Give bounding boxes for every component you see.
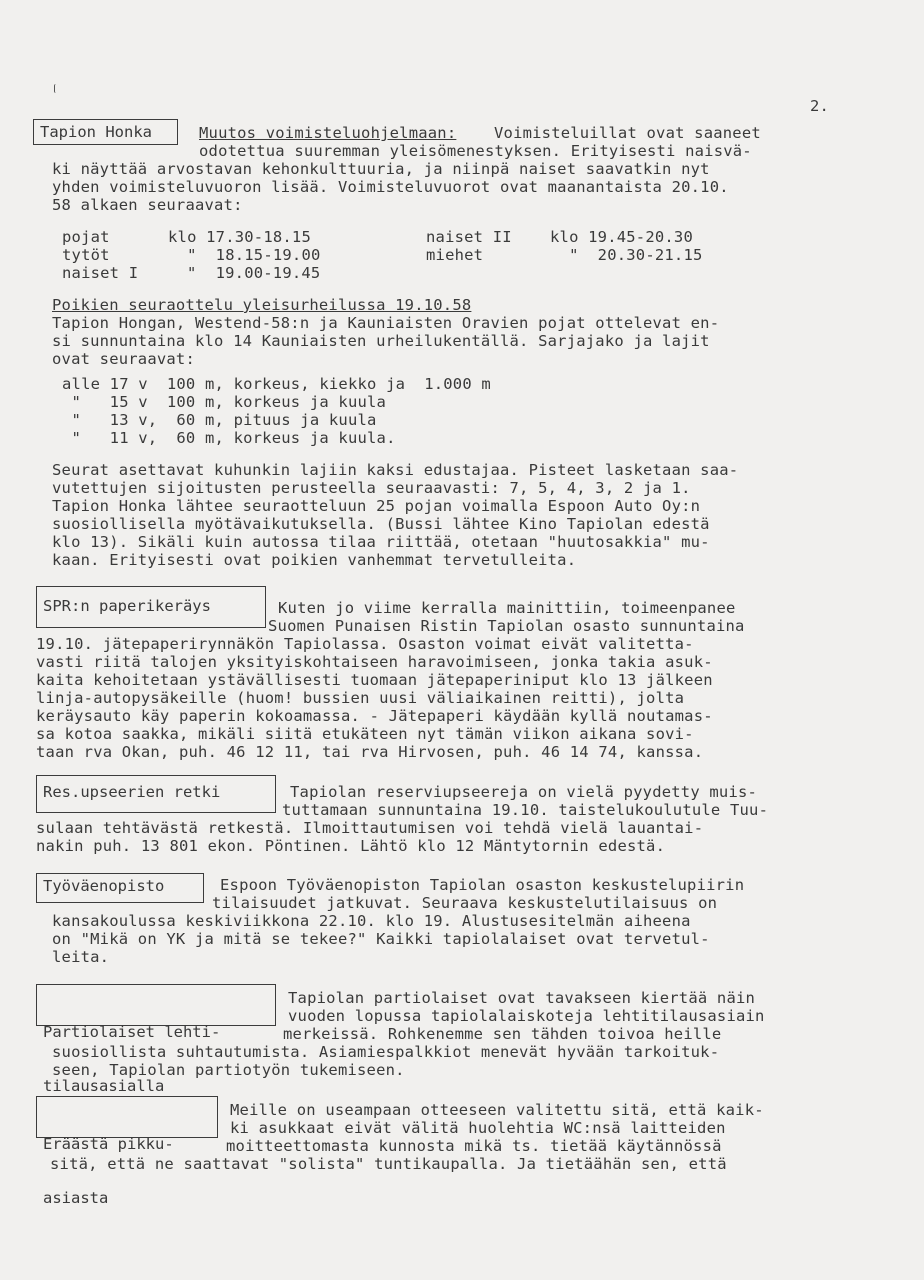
- schedule-time: " 18.15-19.00: [168, 246, 321, 264]
- voimistelu-line-3: ki näyttää arvostavan kehonkulttuuria, ja niinpä naiset saavatkin nyt: [52, 160, 710, 178]
- poikien-after-4: suosiollisella myötävaikutuksella. (Bussi lähtee Kino Tapiolan edestä: [52, 515, 710, 533]
- poikien-line-3: ovat seuraavat:: [52, 350, 195, 368]
- tyovaenopisto-line-5: leita.: [52, 948, 110, 966]
- paper-mark: [54, 84, 58, 93]
- series-row: alle 17 v 100 m, korkeus, kiekko ja 1.000 m: [62, 375, 491, 393]
- section-label-tyovaenopisto: Työväenopisto: [36, 873, 204, 903]
- poikien-after-5: klo 13). Sikäli kuin autossa tilaa riittää, otetaan "huutosakkia" mu-: [52, 533, 710, 551]
- res-line-3: sulaan tehtävästä retkestä. Ilmoittautumisen voi tehdä vielä lauantai-: [36, 819, 704, 837]
- schedule-group: pojat: [62, 228, 110, 246]
- res-line-1: Tapiolan reserviupseereja on vielä pyydetty muis-: [290, 783, 758, 801]
- partio-label-line-1: Partiolaiset lehti-: [43, 1023, 221, 1041]
- eraasta-label-line-1: Eräästä pikku-: [43, 1135, 174, 1153]
- eraasta-line-3: moitteettomasta kunnosta mikä ts. tietää käytännössä: [226, 1137, 722, 1155]
- schedule-group: tytöt: [62, 246, 110, 264]
- schedule-time: " 20.30-21.15: [550, 246, 703, 264]
- voimistelu-line-4: yhden voimisteluvuoron lisää. Voimisteluvuorot ovat maanantaista 20.10.: [52, 178, 729, 196]
- spr-line-3: 19.10. jätepaperirynnäkön Tapiolassa. Osaston voimat eivät valitetta-: [36, 635, 694, 653]
- series-row: " 11 v, 60 m, korkeus ja kuula.: [62, 429, 396, 447]
- poikien-line-2: si sunnuntaina klo 14 Kauniaisten urheilukentällä. Sarjajako ja lajit: [52, 332, 710, 350]
- voimistelu-line-2: odotettua suuremman yleisömenestyksen. Erityisesti naisvä-: [199, 142, 752, 160]
- partio-line-3: merkeissä. Rohkenemme sen tähden toivoa heille: [283, 1025, 722, 1043]
- poikien-line-1: Tapion Hongan, Westend-58:n ja Kauniaisten Oravien pojat ottelevat en-: [52, 314, 720, 332]
- series-row: " 15 v 100 m, korkeus ja kuula: [62, 393, 387, 411]
- poikien-after-1: Seurat asettavat kuhunkin lajiin kaksi edustajaa. Pisteet lasketaan saa-: [52, 461, 739, 479]
- voimistelu-line-1: Voimisteluillat ovat saaneet: [494, 124, 761, 142]
- poikien-heading: Poikien seuraottelu yleisurheilussa 19.10.58: [52, 296, 472, 314]
- partio-line-4: suosiollista suhtautumista. Asiamiespalkkiot menevät hyvään tarkoituk-: [52, 1043, 720, 1061]
- tyovaenopisto-line-1: Espoon Työväenopiston Tapiolan osaston keskustelupiirin: [220, 876, 745, 894]
- section-label-spr: SPR:n paperikeräys: [36, 586, 266, 628]
- section-label-tapion-honka: Tapion Honka: [33, 119, 178, 145]
- voimistelu-line-5: 58 alkaen seuraavat:: [52, 196, 243, 214]
- schedule-time: klo 17.30-18.15: [168, 228, 311, 246]
- poikien-after-6: kaan. Erityisesti ovat poikien vanhemmat tervetulleita.: [52, 551, 577, 569]
- page-number: 2.: [810, 97, 830, 115]
- schedule-time: klo 19.45-20.30: [550, 228, 693, 246]
- spr-line-7: keräysauto käy paperin kokoamassa. - Jätepaperi käydään kyllä noutamas-: [36, 707, 713, 725]
- spr-line-9: taan rva Okan, puh. 46 12 11, tai rva Hirvosen, puh. 46 14 74, kanssa.: [36, 743, 704, 761]
- series-row: " 13 v, 60 m, pituus ja kuula: [62, 411, 377, 429]
- eraasta-label-line-2: asiasta: [43, 1189, 109, 1207]
- eraasta-line-4: sitä, että ne saattavat "solista" tuntikaupalla. Ja tietäähän sen, että: [50, 1155, 727, 1173]
- voimistelu-heading: Muutos voimisteluohjelmaan:: [199, 124, 457, 142]
- res-line-2: tuttamaan sunnuntaina 19.10. taistelukoulutule Tuu-: [282, 801, 769, 819]
- spr-line-1: Kuten jo viime kerralla mainittiin, toimeenpanee: [278, 599, 736, 617]
- eraasta-line-2: ki asukkaat eivät välitä huolehtia WC:nsä laitteiden: [230, 1119, 726, 1137]
- res-line-4: nakin puh. 13 801 ekon. Pöntinen. Lähtö klo 12 Mäntytornin edestä.: [36, 837, 666, 855]
- partio-line-2: vuoden lopussa tapiolalaiskoteja lehtitilausasiain: [288, 1007, 765, 1025]
- spr-line-2: Suomen Punaisen Ristin Tapiolan osasto sunnuntaina: [268, 617, 745, 635]
- spr-line-5: kaita kehoitetaan ystävällisesti tuomaan jätepaperiniput klo 13 jälkeen: [36, 671, 713, 689]
- partio-line-1: Tapiolan partiolaiset ovat tavakseen kiertää näin: [288, 989, 756, 1007]
- spr-line-6: linja-autopysäkeille (huom! bussien uusi väliaikainen reitti), jolta: [36, 689, 685, 707]
- tyovaenopisto-line-2: tilaisuudet jatkuvat. Seuraava keskustelutilaisuus on: [212, 894, 718, 912]
- poikien-after-2: vutettujen sijoitusten perusteella seuraavasti: 7, 5, 4, 3, 2 ja 1.: [52, 479, 691, 497]
- tyovaenopisto-line-3: kansakoulussa keskiviikkona 22.10. klo 19. Alustusesitelmän aiheena: [52, 912, 691, 930]
- partio-line-5: seen, Tapiolan partiotyön tukemiseen.: [52, 1061, 405, 1079]
- schedule-group: naiset II: [426, 228, 512, 246]
- eraasta-line-1: Meille on useampaan otteeseen valitettu sitä, että kaik-: [230, 1101, 764, 1119]
- section-label-res-upseerien: Res.upseerien retki: [36, 775, 276, 813]
- spr-line-4: vasti riitä talojen yksityiskohtaiseen haravoimiseen, jonka takia asuk-: [36, 653, 713, 671]
- schedule-group: naiset I: [62, 264, 139, 282]
- tyovaenopisto-line-4: on "Mikä on YK ja mitä se tekee?" Kaikki tapiolalaiset ovat tervetul-: [52, 930, 710, 948]
- schedule-time: " 19.00-19.45: [187, 264, 321, 282]
- section-label-eraasta: [36, 1096, 218, 1207]
- poikien-after-3: Tapion Honka lähtee seuraotteluun 25 pojan voimalla Espoon Auto Oy:n: [52, 497, 701, 515]
- spr-line-8: sa kotoa saakka, mikäli siitä etukäteen nyt tämän viikon aikana sovi-: [36, 725, 694, 743]
- partio-label-line-2: tilausasialla: [43, 1077, 165, 1095]
- schedule-group: miehet: [426, 246, 484, 264]
